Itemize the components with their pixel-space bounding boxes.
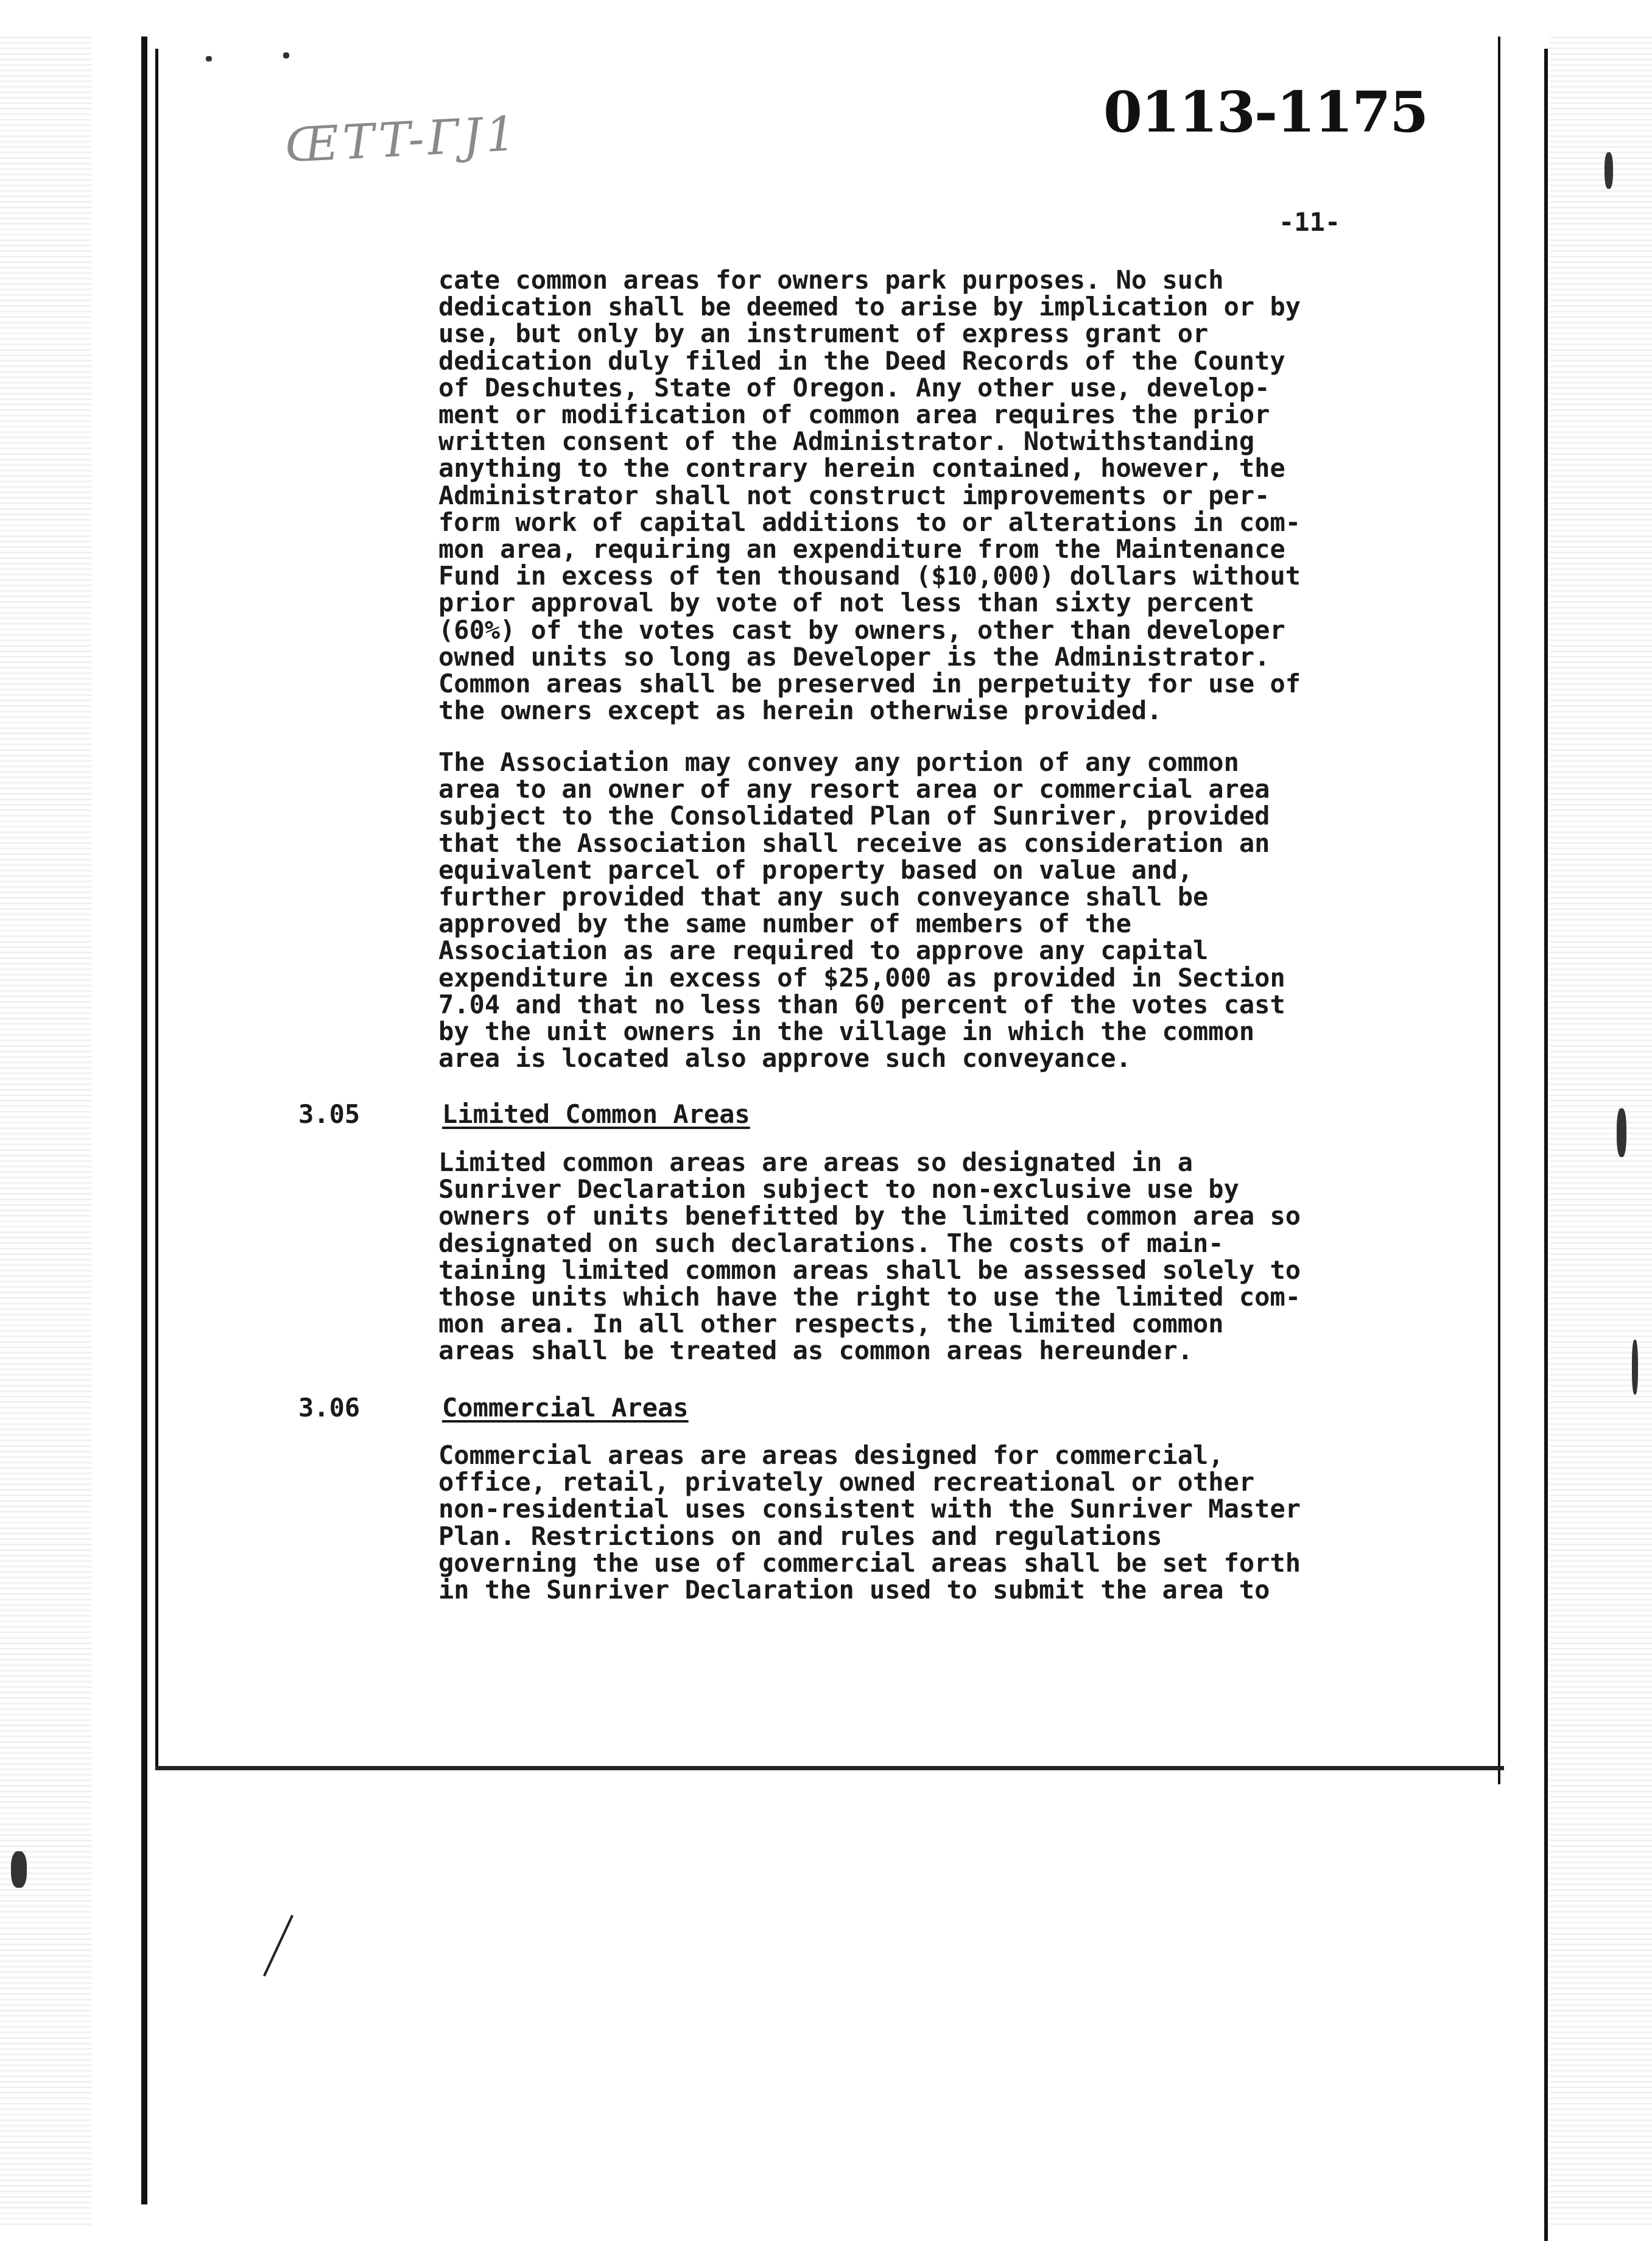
text-line: non-residential uses consistent with the Sunriver Master (438, 1494, 1301, 1524)
right-scan-noise (1550, 37, 1652, 2229)
left-border-line (141, 37, 147, 2204)
scan-speck (206, 56, 212, 62)
right-border-line (1544, 49, 1548, 2241)
text-line: form work of capital additions to or alterations in com- (438, 507, 1301, 537)
text-line: those units which have the right to use the limited com- (438, 1282, 1301, 1312)
left-scan-noise (0, 37, 91, 2229)
text-line: equivalent parcel of property based on value and, (438, 854, 1193, 885)
section-title: Limited Common Areas (442, 1099, 750, 1129)
text-line: mon area. In all other respects, the limited common (438, 1309, 1224, 1339)
text-line: (60%) of the votes cast by owners, other than developer (438, 614, 1285, 645)
text-line: mon area, requiring an expenditure from the Maintenance (438, 534, 1285, 565)
text-line: written consent of the Administrator. Notwithstanding (438, 426, 1255, 457)
text-line: area to an owner of any resort area or commercial area (438, 774, 1270, 804)
text-line: owners of units benefitted by the limited common area so (438, 1201, 1301, 1231)
scan-speck (11, 1851, 27, 1888)
section-paragraph (438, 1442, 1337, 1603)
text-line: areas shall be treated as common areas hereunder. (438, 1335, 1193, 1366)
page-bottom-edge-line (155, 1766, 1504, 1770)
text-line: Association as are required to approve any capital (438, 935, 1209, 966)
text-line: Plan. Restrictions on and rules and regulations (438, 1521, 1162, 1551)
text-line: designated on such declarations. The costs of main- (438, 1228, 1224, 1258)
scan-speck (283, 52, 289, 58)
text-line: of Deschutes, State of Oregon. Any other use, develop- (438, 372, 1270, 403)
text-line: 7.04 and that no less than 60 percent of the votes cast (438, 989, 1285, 1019)
text-line: Common areas shall be preserved in perpetuity for use of (438, 669, 1301, 699)
scan-speck (1605, 152, 1613, 189)
faded-stamp-text: ŒTT-ГJ1 (283, 106, 521, 174)
text-line: prior approval by vote of not less than sixty percent (438, 588, 1255, 618)
text-line: Commercial areas are areas designed for commercial, (438, 1440, 1224, 1470)
text-line: Fund in excess of ten thousand ($10,000) dollars without (438, 561, 1301, 591)
pen-mark (263, 1915, 293, 1976)
document-number: 0113-1175 (1103, 79, 1428, 145)
text-line: Limited common areas are areas so designated in a (438, 1147, 1193, 1177)
left-inner-border-line (155, 49, 158, 1766)
text-line: governing the use of commercial areas shall be set forth (438, 1547, 1301, 1578)
text-line: by the unit owners in the village in which the common (438, 1016, 1255, 1047)
text-line: anything to the contrary herein contained, however, the (438, 453, 1285, 484)
section-paragraph (438, 1149, 1337, 1365)
text-line: area is located also approve such conveyance. (438, 1043, 1131, 1074)
text-line: use, but only by an instrument of express grant or (438, 318, 1209, 349)
text-line: owned units so long as Developer is the Administrator. (438, 641, 1270, 672)
scan-speck (1617, 1108, 1626, 1157)
right-inner-border-line (1498, 37, 1500, 1784)
text-line: approved by the same number of members of the (438, 909, 1131, 939)
text-line: Sunriver Declaration subject to non-exclusive use by (438, 1174, 1239, 1205)
section-number: 3.05 (298, 1099, 360, 1129)
text-line: in the Sunriver Declaration used to submit the area to (438, 1575, 1270, 1605)
text-line: ment or modification of common area requires the prior (438, 399, 1270, 430)
scan-speck (1632, 1340, 1638, 1395)
body-paragraph (438, 267, 1337, 724)
text-line: dedication shall be deemed to arise by implication or by (438, 292, 1301, 322)
page-number: -11- (1279, 207, 1341, 237)
text-line: further provided that any such conveyance shall be (438, 882, 1209, 912)
text-line: that the Association shall receive as consideration an (438, 828, 1270, 858)
text-line: taining limited common areas shall be assessed solely to (438, 1254, 1301, 1285)
text-line: The Association may convey any portion of any common (438, 747, 1239, 777)
section-title: Commercial Areas (442, 1393, 689, 1423)
text-line: expenditure in excess of $25,000 as provided in Section (438, 962, 1285, 993)
body-paragraph (438, 749, 1337, 1072)
text-line: the owners except as herein otherwise provided. (438, 695, 1162, 726)
text-line: office, retail, privately owned recreational or other (438, 1467, 1255, 1497)
text-line: dedication duly filed in the Deed Records of the County (438, 345, 1285, 376)
section-number: 3.06 (298, 1393, 360, 1423)
text-line: cate common areas for owners park purposes. No such (438, 265, 1224, 295)
text-line: Administrator shall not construct improvements or per- (438, 480, 1270, 510)
text-line: subject to the Consolidated Plan of Sunriver, provided (438, 801, 1270, 831)
